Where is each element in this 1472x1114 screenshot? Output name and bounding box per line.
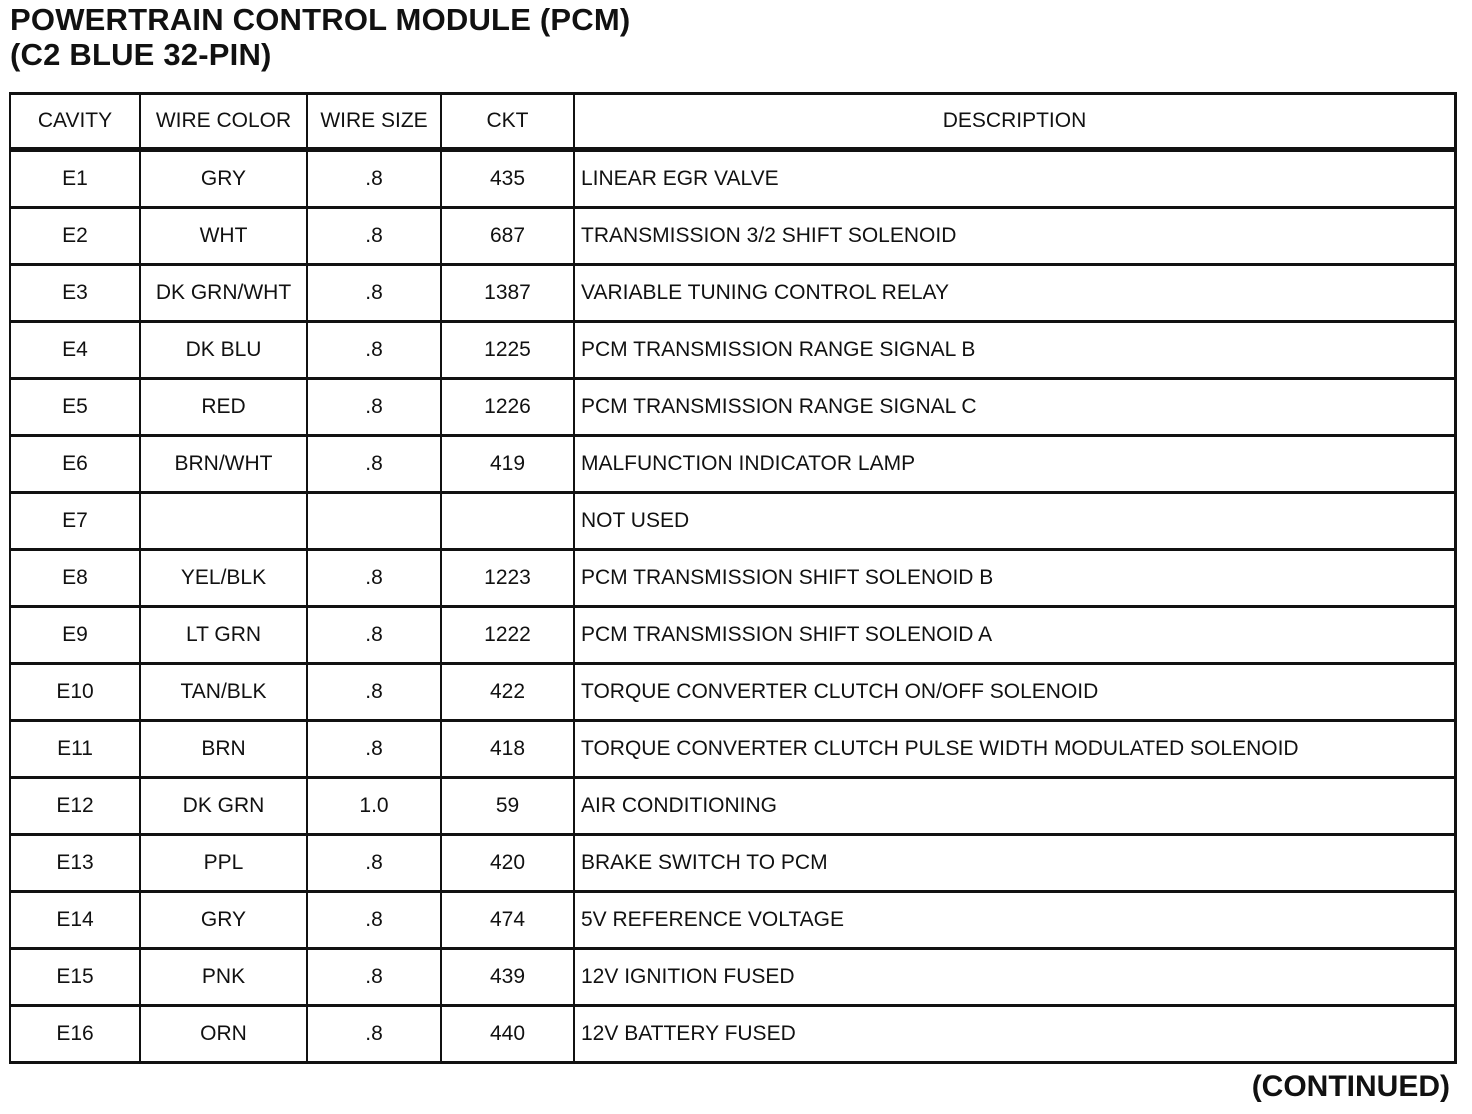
cell-wire-size: .8 <box>307 436 441 493</box>
table-body <box>10 150 1456 1063</box>
table-row <box>10 949 1456 1006</box>
cell-ckt: 418 <box>441 721 574 778</box>
cell-cavity: E15 <box>10 949 140 1006</box>
table-row <box>10 150 1456 208</box>
cell-wire-color: DK GRN <box>140 778 307 835</box>
cell-ckt: 419 <box>441 436 574 493</box>
cell-cavity: E1 <box>10 150 140 208</box>
cell-wire-size: .8 <box>307 550 441 607</box>
column-header-ckt: CKT <box>441 94 574 150</box>
cell-cavity: E5 <box>10 379 140 436</box>
cell-ckt: 59 <box>441 778 574 835</box>
table-row <box>10 664 1456 721</box>
cell-cavity: E3 <box>10 265 140 322</box>
cell-ckt: 1226 <box>441 379 574 436</box>
cell-description: AIR CONDITIONING <box>574 778 1456 835</box>
cell-wire-size: .8 <box>307 949 441 1006</box>
cell-description: 12V BATTERY FUSED <box>574 1006 1456 1063</box>
title-line-2: (C2 BLUE 32-PIN) <box>10 37 272 72</box>
column-header-cavity: CAVITY <box>10 94 140 150</box>
cell-ckt: 1222 <box>441 607 574 664</box>
cell-description: MALFUNCTION INDICATOR LAMP <box>574 436 1456 493</box>
cell-description: 5V REFERENCE VOLTAGE <box>574 892 1456 949</box>
cell-cavity: E2 <box>10 208 140 265</box>
cell-description: BRAKE SWITCH TO PCM <box>574 835 1456 892</box>
cell-ckt <box>441 493 574 550</box>
table-row <box>10 892 1456 949</box>
table-row <box>10 721 1456 778</box>
cell-wire-size: .8 <box>307 379 441 436</box>
cell-wire-color: ORN <box>140 1006 307 1063</box>
cell-ckt: 474 <box>441 892 574 949</box>
cell-cavity: E14 <box>10 892 140 949</box>
column-header-description: DESCRIPTION <box>574 94 1456 150</box>
cell-description: PCM TRANSMISSION RANGE SIGNAL C <box>574 379 1456 436</box>
cell-wire-color: LT GRN <box>140 607 307 664</box>
continued-label: (CONTINUED) <box>1251 1070 1450 1103</box>
cell-description: PCM TRANSMISSION SHIFT SOLENOID A <box>574 607 1456 664</box>
table-row <box>10 436 1456 493</box>
cell-cavity: E16 <box>10 1006 140 1063</box>
cell-wire-color: RED <box>140 379 307 436</box>
table-row <box>10 835 1456 892</box>
cell-description: LINEAR EGR VALVE <box>574 150 1456 208</box>
cell-wire-color <box>140 493 307 550</box>
cell-ckt: 439 <box>441 949 574 1006</box>
cell-wire-size: .8 <box>307 721 441 778</box>
document-title <box>10 2 630 72</box>
cell-wire-color: DK GRN/WHT <box>140 265 307 322</box>
cell-wire-color: BRN <box>140 721 307 778</box>
cell-wire-color: BRN/WHT <box>140 436 307 493</box>
cell-ckt: 1223 <box>441 550 574 607</box>
cell-description: TORQUE CONVERTER CLUTCH PULSE WIDTH MODULATED SOLENOID <box>574 721 1456 778</box>
cell-wire-color: YEL/BLK <box>140 550 307 607</box>
cell-wire-size: .8 <box>307 835 441 892</box>
cell-wire-size: .8 <box>307 265 441 322</box>
cell-cavity: E10 <box>10 664 140 721</box>
cell-cavity: E8 <box>10 550 140 607</box>
cell-cavity: E6 <box>10 436 140 493</box>
cell-ckt: 1225 <box>441 322 574 379</box>
table-row <box>10 379 1456 436</box>
cell-wire-size: .8 <box>307 607 441 664</box>
cell-ckt: 440 <box>441 1006 574 1063</box>
cell-wire-color: GRY <box>140 150 307 208</box>
cell-ckt: 435 <box>441 150 574 208</box>
cell-cavity: E12 <box>10 778 140 835</box>
column-header-wire-size: WIRE SIZE <box>307 94 441 150</box>
cell-cavity: E4 <box>10 322 140 379</box>
cell-wire-size: .8 <box>307 892 441 949</box>
cell-wire-size: .8 <box>307 208 441 265</box>
cell-ckt: 422 <box>441 664 574 721</box>
table-row <box>10 208 1456 265</box>
cell-description: NOT USED <box>574 493 1456 550</box>
cell-description: 12V IGNITION FUSED <box>574 949 1456 1006</box>
cell-wire-size: .8 <box>307 322 441 379</box>
cell-wire-size: 1.0 <box>307 778 441 835</box>
column-header-wire-color: WIRE COLOR <box>140 94 307 150</box>
cell-description: PCM TRANSMISSION RANGE SIGNAL B <box>574 322 1456 379</box>
table-row <box>10 493 1456 550</box>
cell-wire-size: .8 <box>307 1006 441 1063</box>
cell-description: TORQUE CONVERTER CLUTCH ON/OFF SOLENOID <box>574 664 1456 721</box>
cell-cavity: E13 <box>10 835 140 892</box>
cell-wire-color: PPL <box>140 835 307 892</box>
cell-wire-color: GRY <box>140 892 307 949</box>
cell-cavity: E9 <box>10 607 140 664</box>
table-header-row <box>10 94 1456 150</box>
pinout-table <box>9 92 1457 1064</box>
cell-cavity: E11 <box>10 721 140 778</box>
cell-wire-size: .8 <box>307 150 441 208</box>
cell-wire-color: PNK <box>140 949 307 1006</box>
cell-description: VARIABLE TUNING CONTROL RELAY <box>574 265 1456 322</box>
cell-ckt: 1387 <box>441 265 574 322</box>
cell-wire-size: .8 <box>307 664 441 721</box>
cell-wire-color: TAN/BLK <box>140 664 307 721</box>
cell-description: PCM TRANSMISSION SHIFT SOLENOID B <box>574 550 1456 607</box>
cell-ckt: 420 <box>441 835 574 892</box>
title-line-1: POWERTRAIN CONTROL MODULE (PCM) <box>10 2 631 37</box>
table-row <box>10 607 1456 664</box>
cell-cavity: E7 <box>10 493 140 550</box>
cell-wire-color: DK BLU <box>140 322 307 379</box>
table-row <box>10 322 1456 379</box>
table-row <box>10 550 1456 607</box>
cell-wire-size <box>307 493 441 550</box>
cell-description: TRANSMISSION 3/2 SHIFT SOLENOID <box>574 208 1456 265</box>
cell-ckt: 687 <box>441 208 574 265</box>
cell-wire-color: WHT <box>140 208 307 265</box>
table-row <box>10 778 1456 835</box>
table-row <box>10 265 1456 322</box>
table-row <box>10 1006 1456 1063</box>
